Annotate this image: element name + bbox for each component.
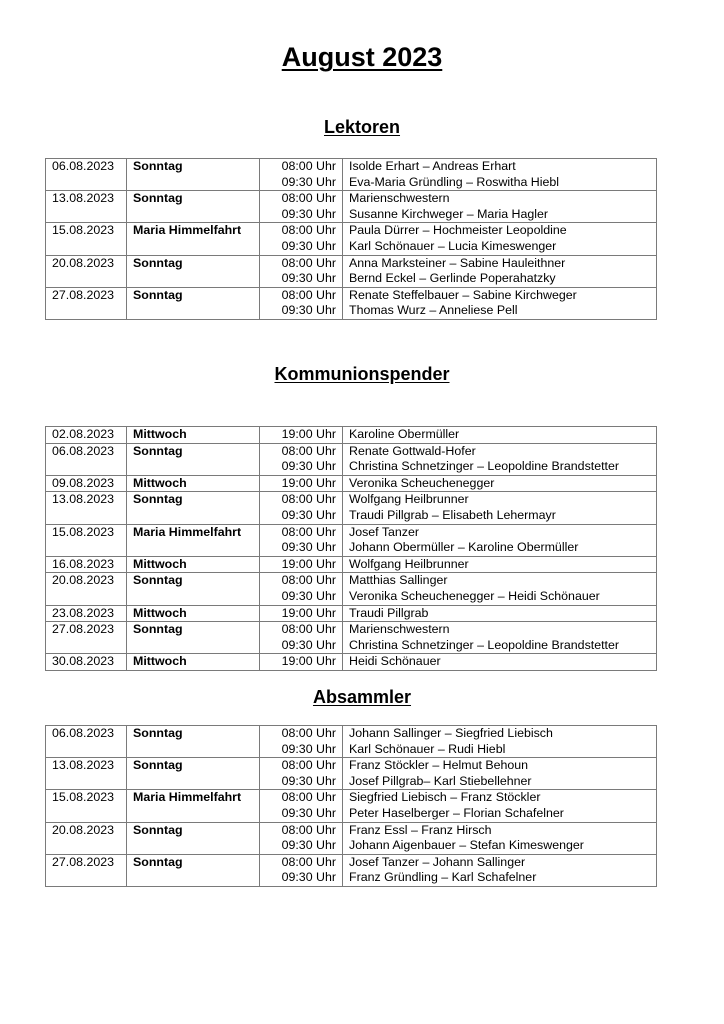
date-cell: 27.08.2023: [46, 854, 127, 886]
names-cell: [343, 524, 657, 556]
assigned-names: Veronika Scheuchenegger: [349, 475, 495, 490]
schedule-table-absammler: [45, 725, 657, 887]
time-value: 09:30 Uhr: [281, 540, 336, 555]
day-cell: Sonntag: [127, 854, 260, 886]
assigned-names: Susanne Kirchweger – Maria Hagler: [349, 206, 549, 221]
table-row: [46, 492, 657, 524]
time-value: 09:30 Uhr: [281, 206, 336, 221]
time-value: 08:00 Uhr: [281, 726, 336, 740]
time-value: 08:00 Uhr: [281, 191, 336, 206]
time-cell: [260, 556, 343, 573]
date-cell: 13.08.2023: [46, 758, 127, 790]
assigned-names: Karoline Obermüller: [349, 427, 460, 441]
table-row: [46, 443, 657, 475]
assigned-names: Traudi Pillgrab – Elisabeth Lehermayr: [349, 507, 556, 522]
time-cell: [260, 605, 343, 622]
names-cell: [343, 492, 657, 524]
assigned-names: Karl Schönauer – Lucia Kimeswenger: [349, 238, 557, 253]
time-value: 09:30 Uhr: [281, 838, 336, 853]
time-value: 09:30 Uhr: [281, 870, 336, 885]
time-cell: [260, 822, 343, 854]
time-value: 09:30 Uhr: [281, 238, 336, 253]
schedule-table-kommunionspender: [45, 426, 657, 671]
day-cell: Maria Himmelfahrt: [127, 790, 260, 822]
time-value: 08:00 Uhr: [281, 854, 336, 869]
assigned-names: Thomas Wurz – Anneliese Pell: [349, 303, 518, 318]
date-cell: 27.08.2023: [46, 287, 127, 319]
date-cell: 16.08.2023: [46, 556, 127, 573]
table-row: [46, 573, 657, 605]
assigned-names: Josef Pillgrab– Karl Stiebellehner: [349, 773, 532, 788]
table-row: [46, 854, 657, 886]
names-cell: [343, 287, 657, 319]
assigned-names: Bernd Eckel – Gerlinde Poperahatzky: [349, 271, 556, 286]
time-cell: [260, 790, 343, 822]
assigned-names: Christina Schnetzinger – Leopoldine Brandstetter: [349, 637, 620, 652]
time-value: 08:00 Uhr: [281, 287, 336, 302]
assigned-names: Isolde Erhart – Andreas Erhart: [349, 159, 516, 173]
time-value: 09:30 Uhr: [281, 271, 336, 286]
table-row: [46, 524, 657, 556]
time-value: 09:30 Uhr: [281, 507, 336, 522]
day-cell: Mittwoch: [127, 654, 260, 671]
section-heading-absammler: Absammler: [312, 687, 412, 707]
time-value: 08:00 Uhr: [281, 622, 336, 637]
day-cell: Sonntag: [127, 287, 260, 319]
time-cell: [260, 524, 343, 556]
names-cell: [343, 822, 657, 854]
day-cell: Sonntag: [127, 573, 260, 605]
time-value: 09:30 Uhr: [281, 459, 336, 474]
time-cell: [260, 622, 343, 654]
date-cell: 15.08.2023: [46, 524, 127, 556]
time-cell: [260, 191, 343, 223]
time-value: 08:00 Uhr: [281, 822, 336, 837]
assigned-names: Franz Stöckler – Helmut Behoun: [349, 758, 529, 773]
date-cell: 15.08.2023: [46, 790, 127, 822]
time-value: 08:00 Uhr: [281, 159, 336, 173]
names-cell: [343, 573, 657, 605]
assigned-names: Josef Tanzer – Johann Sallinger: [349, 854, 526, 869]
date-cell: 30.08.2023: [46, 654, 127, 671]
assigned-names: Heidi Schönauer: [349, 654, 441, 669]
schedule-table-lektoren: [45, 158, 657, 320]
time-cell: [260, 255, 343, 287]
assigned-names: Marienschwestern: [349, 622, 450, 637]
time-value: 08:00 Uhr: [281, 758, 336, 773]
table-row: [46, 287, 657, 319]
time-value: 08:00 Uhr: [281, 443, 336, 458]
time-value: 19:00 Uhr: [281, 475, 336, 490]
day-cell: Sonntag: [127, 758, 260, 790]
time-value: 08:00 Uhr: [281, 223, 336, 238]
time-cell: [260, 758, 343, 790]
assigned-names: Anna Marksteiner – Sabine Hauleithner: [349, 255, 566, 270]
assigned-names: Franz Essl – Franz Hirsch: [349, 822, 492, 837]
names-cell: [343, 475, 657, 492]
date-cell: 27.08.2023: [46, 622, 127, 654]
names-cell: [343, 223, 657, 255]
table-row: [46, 255, 657, 287]
assigned-names: Johann Aigenbauer – Stefan Kimeswenger: [349, 838, 584, 853]
assigned-names: Siegfried Liebisch – Franz Stöckler: [349, 790, 541, 805]
time-value: 09:30 Uhr: [281, 174, 336, 189]
names-cell: [343, 605, 657, 622]
assigned-names: Josef Tanzer: [349, 524, 420, 539]
names-cell: [343, 654, 657, 671]
date-cell: 09.08.2023: [46, 475, 127, 492]
names-cell: [343, 726, 657, 758]
day-cell: Mittwoch: [127, 556, 260, 573]
time-value: 09:30 Uhr: [281, 303, 336, 318]
date-cell: 13.08.2023: [46, 492, 127, 524]
table-row: [46, 605, 657, 622]
assigned-names: Traudi Pillgrab: [349, 605, 429, 620]
page-title: August 2023: [281, 42, 443, 72]
date-cell: 06.08.2023: [46, 159, 127, 191]
table-row: [46, 790, 657, 822]
day-cell: Sonntag: [127, 191, 260, 223]
names-cell: [343, 556, 657, 573]
table-row: [46, 159, 657, 191]
day-cell: Mittwoch: [127, 475, 260, 492]
day-cell: Sonntag: [127, 255, 260, 287]
time-value: 08:00 Uhr: [281, 573, 336, 588]
names-cell: [343, 159, 657, 191]
assigned-names: Marienschwestern: [349, 191, 450, 206]
time-value: 09:30 Uhr: [281, 805, 336, 820]
date-cell: 23.08.2023: [46, 605, 127, 622]
time-value: 08:00 Uhr: [281, 492, 336, 507]
table-row: [46, 556, 657, 573]
table-row: [46, 726, 657, 758]
time-value: 19:00 Uhr: [281, 556, 336, 571]
time-cell: [260, 159, 343, 191]
assigned-names: Renate Gottwald-Hofer: [349, 443, 476, 458]
time-cell: [260, 654, 343, 671]
time-value: 19:00 Uhr: [281, 605, 336, 620]
time-cell: [260, 427, 343, 444]
time-cell: [260, 726, 343, 758]
time-cell: [260, 287, 343, 319]
assigned-names: Johann Obermüller – Karoline Obermüller: [349, 540, 579, 555]
date-cell: 20.08.2023: [46, 573, 127, 605]
day-cell: Sonntag: [127, 726, 260, 758]
names-cell: [343, 622, 657, 654]
date-cell: 06.08.2023: [46, 443, 127, 475]
names-cell: [343, 790, 657, 822]
assigned-names: Eva-Maria Gründling – Roswitha Hiebl: [349, 174, 560, 189]
time-value: 09:30 Uhr: [281, 773, 336, 788]
time-cell: [260, 854, 343, 886]
day-cell: Sonntag: [127, 622, 260, 654]
date-cell: 06.08.2023: [46, 726, 127, 758]
table-row: [46, 475, 657, 492]
time-value: 08:00 Uhr: [281, 790, 336, 805]
time-value: 09:30 Uhr: [281, 741, 336, 756]
assigned-names: Christina Schnetzinger – Leopoldine Brandstetter: [349, 459, 620, 474]
time-value: 19:00 Uhr: [281, 427, 336, 441]
time-cell: [260, 492, 343, 524]
table-row: [46, 223, 657, 255]
table-row: [46, 427, 657, 444]
time-value: 08:00 Uhr: [281, 524, 336, 539]
section-heading-kommunionspender: Kommunionspender: [274, 364, 450, 384]
names-cell: [343, 854, 657, 886]
assigned-names: Wolfgang Heilbrunner: [349, 492, 469, 507]
names-cell: [343, 427, 657, 444]
assigned-names: Wolfgang Heilbrunner: [349, 556, 469, 571]
assigned-names: Veronika Scheuchenegger – Heidi Schönauer: [349, 588, 600, 603]
table-row: [46, 758, 657, 790]
time-value: 09:30 Uhr: [281, 637, 336, 652]
date-cell: 13.08.2023: [46, 191, 127, 223]
table-row: [46, 622, 657, 654]
time-cell: [260, 573, 343, 605]
names-cell: [343, 758, 657, 790]
day-cell: Sonntag: [127, 822, 260, 854]
table-row: [46, 191, 657, 223]
assigned-names: Karl Schönauer – Rudi Hiebl: [349, 741, 506, 756]
table-row: [46, 822, 657, 854]
day-cell: Maria Himmelfahrt: [127, 223, 260, 255]
names-cell: [343, 443, 657, 475]
assigned-names: Franz Gründling – Karl Schafelner: [349, 870, 537, 885]
time-value: 08:00 Uhr: [281, 255, 336, 270]
names-cell: [343, 191, 657, 223]
section-heading-lektoren: Lektoren: [323, 117, 401, 137]
time-value: 19:00 Uhr: [281, 654, 336, 669]
assigned-names: Johann Sallinger – Siegfried Liebisch: [349, 726, 553, 740]
time-cell: [260, 475, 343, 492]
time-cell: [260, 223, 343, 255]
date-cell: 20.08.2023: [46, 822, 127, 854]
assigned-names: Paula Dürrer – Hochmeister Leopoldine: [349, 223, 567, 238]
time-value: 09:30 Uhr: [281, 588, 336, 603]
day-cell: Sonntag: [127, 159, 260, 191]
date-cell: 20.08.2023: [46, 255, 127, 287]
assigned-names: Peter Haselberger – Florian Schafelner: [349, 805, 564, 820]
assigned-names: Renate Steffelbauer – Sabine Kirchweger: [349, 287, 577, 302]
table-row: [46, 654, 657, 671]
day-cell: Mittwoch: [127, 605, 260, 622]
day-cell: Mittwoch: [127, 427, 260, 444]
names-cell: [343, 255, 657, 287]
assigned-names: Matthias Sallinger: [349, 573, 448, 588]
day-cell: Maria Himmelfahrt: [127, 524, 260, 556]
date-cell: 15.08.2023: [46, 223, 127, 255]
day-cell: Sonntag: [127, 443, 260, 475]
day-cell: Sonntag: [127, 492, 260, 524]
time-cell: [260, 443, 343, 475]
date-cell: 02.08.2023: [46, 427, 127, 444]
